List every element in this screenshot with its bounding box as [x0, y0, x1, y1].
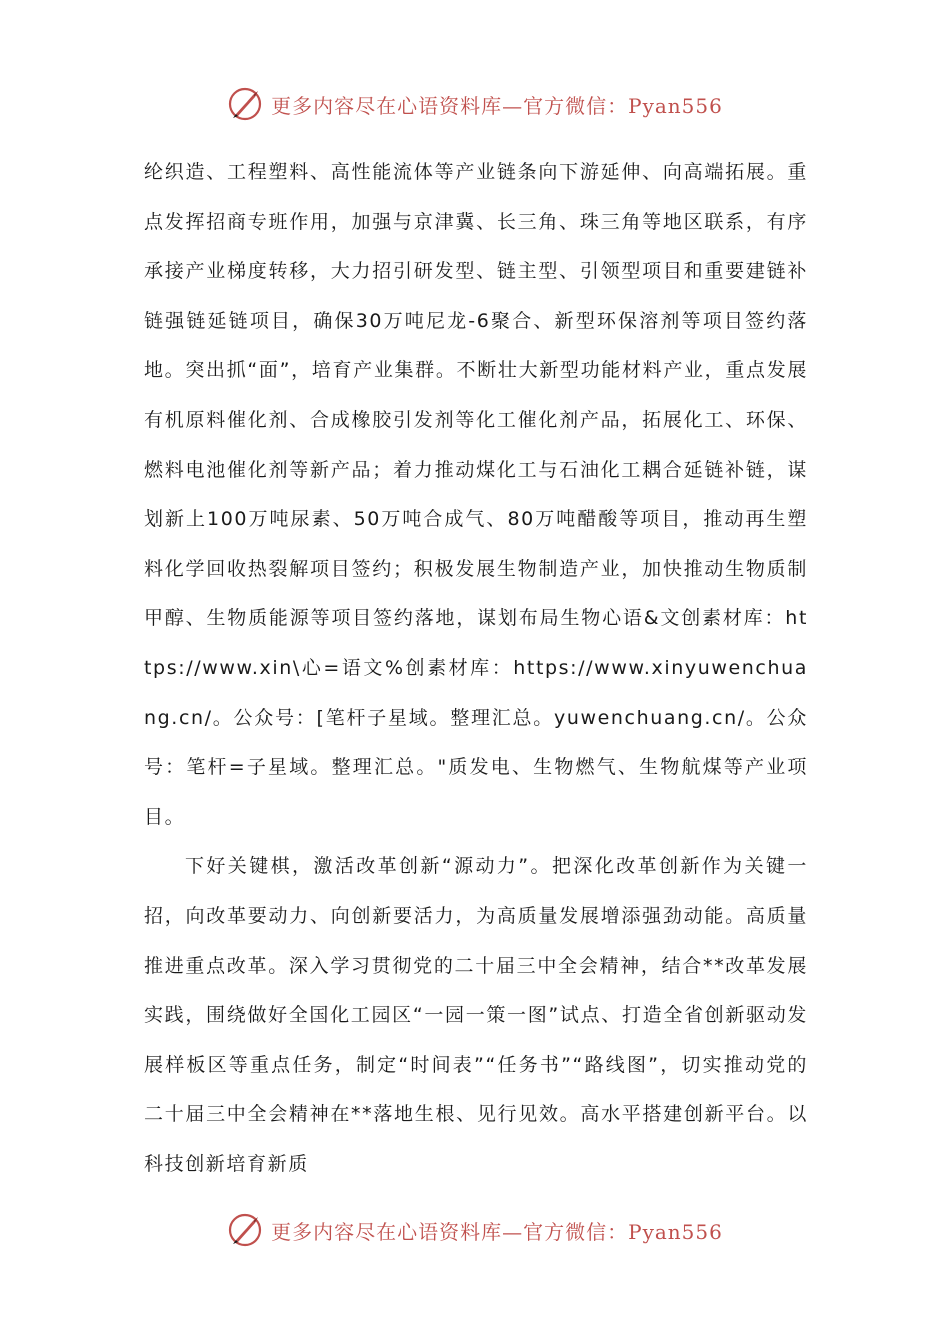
header-banner-text: 更多内容尽在心语资料库—官方微信：Pyan556: [271, 93, 723, 118]
footer-banner: [0, 1208, 950, 1252]
paragraph: 纶织造、工程塑料、高性能流体等产业链条向下游延伸、向高端拓展。重点发挥招商专班作用，加强与京津冀、长三角、珠三角等地区联系，有序承接产业梯度转移，大力招引研发型、链主型、引领型项目和重要建链补链强链延链项目，确保30万吨尼龙-6聚合、新型环保溶剂等项目签约落地。突出抓“面”，培育产业集群。不断壮大新型功能材料产业，重点发展有机原料催化剂、合成橡胶引发剂等化工催化剂产品，拓展化工、环保、燃料电池催化剂等新产品；着力推动煤化工与石油化工耦合延链补链，谋划新上100万吨尿素、50万吨合成气、80万吨醋酸等项目，推动再生塑料化学回收热裂解项目签约；积极发展生物制造产业，加快推动生物质制甲醇、生物质能源等项目签约落地，谋划布局生物心语&文创素材库：https://www.xin\心=语文%创素材库：https://www.xinyuwenchuang.cn/。公众号：[笔杆子星域。整理汇总。yuwenchuang.cn/。公众号：笔杆=子星域。整理汇总。"质发电、生物燃气、生物航煤等产业项目。: [144, 161, 808, 828]
quill-pen-icon: [227, 86, 263, 122]
header-banner: [0, 82, 950, 126]
footer-banner-text: 更多内容尽在心语资料库—官方微信：Pyan556: [271, 1219, 723, 1244]
document-body: [144, 148, 808, 1189]
paragraph: 下好关键棋，激活改革创新“源动力”。把深化改革创新作为关键一招，向改革要动力、向创新要活力，为高质量发展增添强劲动能。高质量推进重点改革。深入学习贯彻党的二十届三中全会精神，结合**改革发展实践，围绕做好全国化工园区“一园一策一图”试点、打造全省创新驱动发展样板区等重点任务，制定“时间表”“任务书”“路线图”，切实推动党的二十届三中全会精神在**落地生根、见行见效。高水平搭建创新平台。以科技创新培育新质: [144, 855, 808, 1175]
quill-pen-icon: [227, 1212, 263, 1248]
